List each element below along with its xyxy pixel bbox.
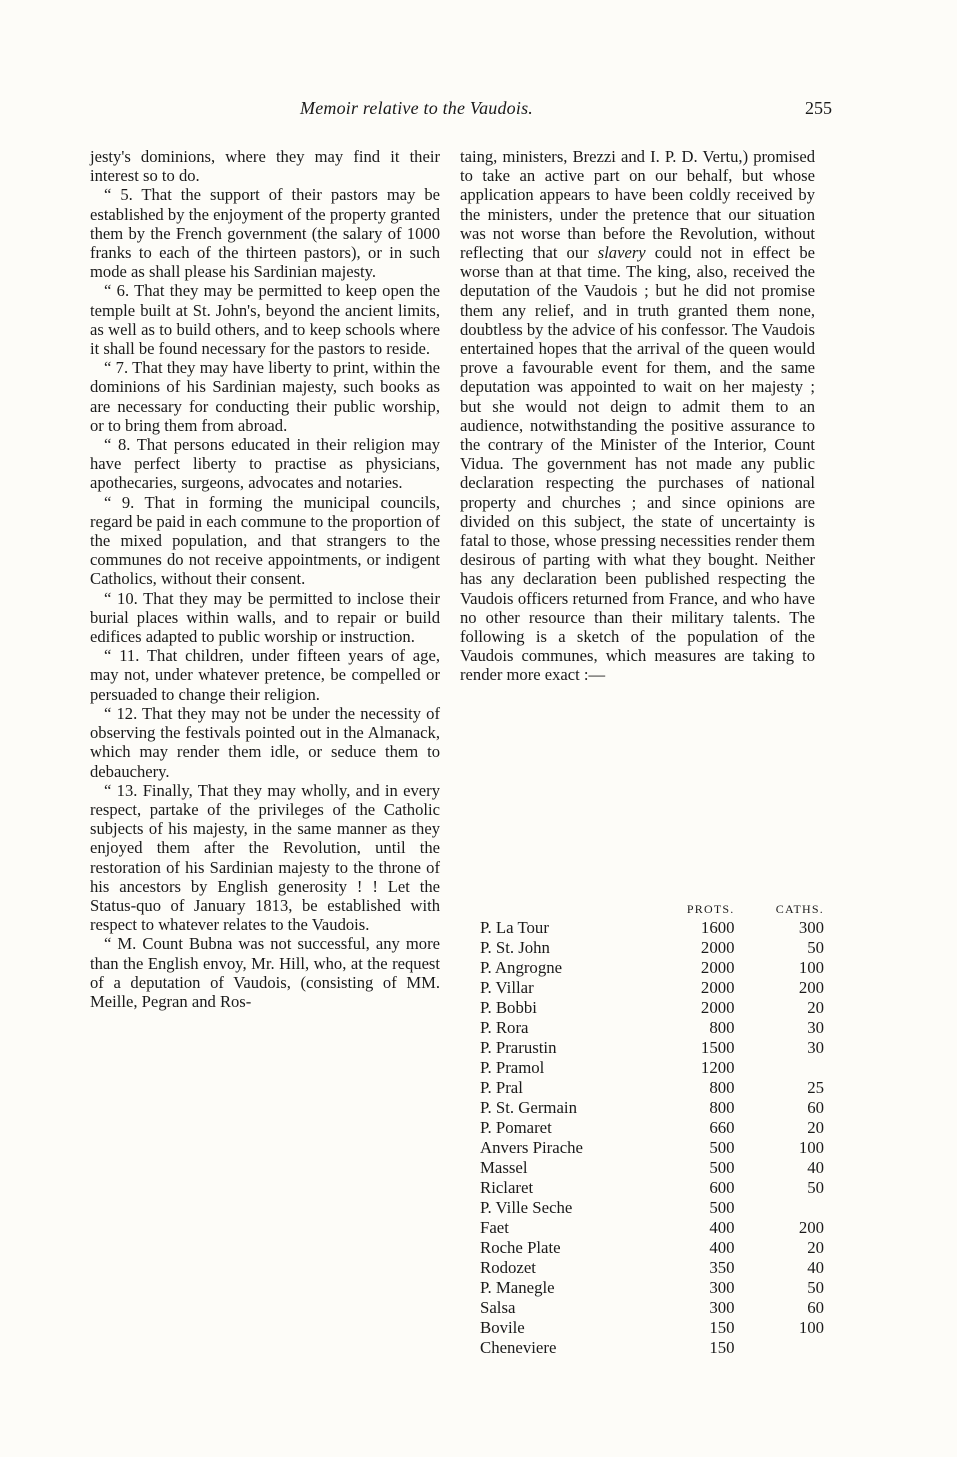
table-body xyxy=(478,918,826,1358)
table-row xyxy=(478,1018,826,1038)
caths-cell: 20 xyxy=(807,1238,824,1257)
place-cell: P. Pramol xyxy=(480,1058,545,1077)
separator-cell xyxy=(736,1038,766,1058)
place-cell: P. La Tour xyxy=(480,918,549,937)
place-cell: Faet xyxy=(480,1218,509,1237)
place-cell: P. Pomaret xyxy=(480,1118,552,1137)
header-prots: PROTS. xyxy=(686,901,735,916)
prots-cell: 350 xyxy=(709,1258,735,1277)
prots-cell: 400 xyxy=(709,1218,735,1237)
place-cell: Cheneviere xyxy=(480,1338,557,1357)
separator-cell xyxy=(736,1338,766,1358)
prots-cell: 300 xyxy=(709,1278,735,1297)
page-number: 255 xyxy=(805,98,832,118)
article-11: “ 11. That children, under fifteen years of age, may not, under whatever pretence, be compelled or persuaded to change their religion. xyxy=(90,646,440,704)
article-5: “ 5. That the support of their pastors may be established by the enjoyment of the property granted them by the French government (the salary of 1000 franks to each of the thirteen pastors), or in such mode as shall please his Sardinian majesty. xyxy=(90,185,440,282)
table-row xyxy=(478,1318,826,1338)
article-12: “ 12. That they may not be under the necessity of observing the festivals pointed out in the Almanack, which may render them idle, or seduce them to debauchery. xyxy=(90,703,440,781)
separator-cell xyxy=(736,1318,766,1338)
caths-cell: 200 xyxy=(798,1218,824,1237)
article-7: “ 7. That they may have liberty to print, within the dominions of his Sardinian majesty, such books as are necessary for conducting their public worship, or to bring them from abroad. xyxy=(90,358,440,435)
separator-cell xyxy=(736,1018,766,1038)
place-cell: Massel xyxy=(480,1158,528,1177)
separator-cell xyxy=(736,1298,766,1318)
place-cell: P. Angrogne xyxy=(480,958,563,977)
table-row xyxy=(478,938,826,958)
right-text-after: could not in effect be worse than at that time. The king, also, received the deputation of the Vaudois ; but he did not promise them any relief, and in truth granted them none, doubtless by the advice of his confessor. The Vaudois entertained hopes that the arrival of the queen would prove a favourable event for them, and the same deputation was appointed to wait on her majesty ; but she would not deign to admit them to an audience, notwithstanding the positive assurance to the contrary of the Minister of the Interior, Count Vidua. The government has not made any public declaration respecting the purchases of national property and churches ; and since opinions are divided on this subject, the state of uncertainty is fatal to those, whose pressing necessities render them desirous of parting with what they bought. Neither has any declaration been published respecting the Vaudois officers returned from France, and who have no other resource than their military talents. The following is a sketch of the population of the Vaudois communes, which measures are taking to render more exact :— xyxy=(460,243,815,685)
place-cell: P. Ville Seche xyxy=(480,1198,573,1217)
place-cell: Bovile xyxy=(480,1318,525,1337)
prots-cell: 500 xyxy=(709,1158,735,1177)
separator-cell xyxy=(736,1078,766,1098)
table-row xyxy=(478,1198,826,1218)
place-cell: Anvers Pirache xyxy=(480,1138,583,1157)
prots-cell: 1500 xyxy=(700,1038,735,1057)
separator-cell xyxy=(736,978,766,998)
right-paragraph xyxy=(460,147,815,685)
place-cell: P. Prarustin xyxy=(480,1038,557,1057)
prots-cell: 2000 xyxy=(700,938,735,957)
place-cell: P. Manegle xyxy=(480,1278,555,1297)
place-cell: P. Villar xyxy=(480,978,534,997)
table-row xyxy=(478,1158,826,1178)
article-6: “ 6. That they may be permitted to keep open the temple built at St. John's, beyond the ancient limits, as well as to build others, and to keep schools where it shall be found necessary for the pastors to reside. xyxy=(90,281,440,359)
prots-cell: 150 xyxy=(709,1338,735,1357)
table-row xyxy=(478,958,826,978)
caths-cell: 60 xyxy=(807,1298,824,1317)
table-row xyxy=(478,1298,826,1318)
caths-cell: 20 xyxy=(807,998,824,1017)
caths-cell: 200 xyxy=(798,978,824,997)
emphasis-slavery: slavery xyxy=(597,243,646,263)
article-8: “ 8. That persons educated in their religion may have perfect liberty to practise as physicians, apothecaries, surgeons, advocates and notaries. xyxy=(90,435,440,493)
header-caths: CATHS. xyxy=(775,901,824,916)
separator-cell xyxy=(736,1198,766,1218)
place-cell: P. St. John xyxy=(480,938,550,957)
table-row xyxy=(478,1078,826,1098)
prots-cell: 500 xyxy=(709,1198,735,1217)
caths-cell: 300 xyxy=(798,918,824,937)
prots-cell: 400 xyxy=(709,1238,735,1257)
caths-cell: 30 xyxy=(807,1038,824,1057)
prots-cell: 150 xyxy=(709,1318,735,1337)
caths-cell: 50 xyxy=(807,1278,824,1297)
running-title: Memoir relative to the Vaudois. xyxy=(300,98,533,118)
separator-cell xyxy=(736,1118,766,1138)
separator-cell xyxy=(736,1098,766,1118)
prots-cell: 1600 xyxy=(700,918,735,937)
caths-cell xyxy=(766,1338,826,1358)
separator-cell xyxy=(736,998,766,1018)
table-row xyxy=(478,1038,826,1058)
separator-cell xyxy=(736,1158,766,1178)
article-13: “ 13. Finally, That they may wholly, and in every respect, partake of the privileges of the Catholic subjects of his majesty, in the same manner as they enjoyed them after the Revolution, until the restoration of his Sardinian majesty to the throne of his ancestors by English generosity ! ! Let the Status-quo of January 1813, be established with respect to whatever relates to the Vaudois. xyxy=(90,780,440,935)
caths-cell: 100 xyxy=(798,958,824,977)
prots-cell: 1200 xyxy=(700,1058,735,1077)
table-row xyxy=(478,1218,826,1238)
separator-cell xyxy=(736,918,766,938)
separator-cell xyxy=(736,1278,766,1298)
place-cell: Riclaret xyxy=(480,1178,534,1197)
separator-cell xyxy=(736,1258,766,1278)
table-header-row xyxy=(478,900,826,918)
table-row xyxy=(478,978,826,998)
separator-cell xyxy=(736,1218,766,1238)
table-row xyxy=(478,1098,826,1118)
caths-cell: 50 xyxy=(807,1178,824,1197)
separator-cell xyxy=(736,958,766,978)
left-column xyxy=(90,147,440,1011)
separator-cell xyxy=(736,938,766,958)
prots-cell: 2000 xyxy=(700,978,735,997)
paragraph-continuation: jesty's dominions, where they may find it their interest so to do. xyxy=(90,147,440,186)
caths-cell: 40 xyxy=(807,1258,824,1277)
caths-cell: 30 xyxy=(807,1018,824,1037)
table-row xyxy=(478,918,826,938)
place-cell: P. Bobbi xyxy=(480,998,537,1017)
separator-cell xyxy=(736,1238,766,1258)
prots-cell: 2000 xyxy=(700,998,735,1017)
prots-cell: 660 xyxy=(709,1118,735,1137)
place-cell: P. Pral xyxy=(480,1078,523,1097)
caths-cell: 25 xyxy=(807,1078,824,1097)
table-row xyxy=(478,1278,826,1298)
place-cell: P. Rora xyxy=(480,1018,529,1037)
caths-cell xyxy=(766,1198,826,1218)
table-row xyxy=(478,1058,826,1078)
population-table xyxy=(478,900,826,1358)
caths-cell: 40 xyxy=(807,1158,824,1177)
prots-cell: 600 xyxy=(709,1178,735,1197)
right-text-before: taing, ministers, Brezzi and I. P. D. Vertu,) promised to take an active part on our behalf, but whose application appears to have been coldly received by the ministers, under the pretence that our situation was not worse than before the Revolution, without reflecting that our xyxy=(460,147,815,263)
prots-cell: 2000 xyxy=(700,958,735,977)
table-row xyxy=(478,1338,826,1358)
separator-cell xyxy=(736,1138,766,1158)
article-10: “ 10. That they may be permitted to inclose their burial places within walls, and to repair or build edifices adapted to public worship or instruction. xyxy=(90,588,440,647)
article-9: “ 9. That in forming the municipal councils, regard be paid in each commune to the proportion of the mixed population, and that strangers to the communes do not receive appointments, or indigent Catholics, without their consent. xyxy=(90,492,440,589)
caths-cell: 60 xyxy=(807,1098,824,1117)
place-cell: Salsa xyxy=(480,1298,516,1317)
caths-cell: 100 xyxy=(798,1318,824,1337)
separator-cell xyxy=(736,1058,766,1078)
prots-cell: 500 xyxy=(709,1138,735,1157)
table-row xyxy=(478,998,826,1018)
table-row xyxy=(478,1138,826,1158)
prots-cell: 800 xyxy=(709,1098,735,1117)
table-row xyxy=(478,1258,826,1278)
right-column xyxy=(460,147,815,685)
prots-cell: 800 xyxy=(709,1018,735,1037)
caths-cell: 50 xyxy=(807,938,824,957)
paragraph-count-bubna: “ M. Count Bubna was not successful, any more than the English envoy, Mr. Hill, who, at the request of a deputation of Vaudois, (consisting of MM. Meille, Pegran and Ros- xyxy=(90,934,440,1011)
table-row xyxy=(478,1178,826,1198)
prots-cell: 300 xyxy=(709,1298,735,1317)
table-row xyxy=(478,1238,826,1258)
prots-cell: 800 xyxy=(709,1078,735,1097)
place-cell: Roche Plate xyxy=(480,1238,561,1257)
header-place xyxy=(478,900,671,918)
caths-cell: 20 xyxy=(807,1118,824,1137)
place-cell: P. St. Germain xyxy=(480,1098,577,1117)
caths-cell xyxy=(766,1058,826,1078)
place-cell: Rodozet xyxy=(480,1258,536,1277)
header-sep xyxy=(736,900,766,918)
separator-cell xyxy=(736,1178,766,1198)
table-row xyxy=(478,1118,826,1138)
caths-cell: 100 xyxy=(798,1138,824,1157)
